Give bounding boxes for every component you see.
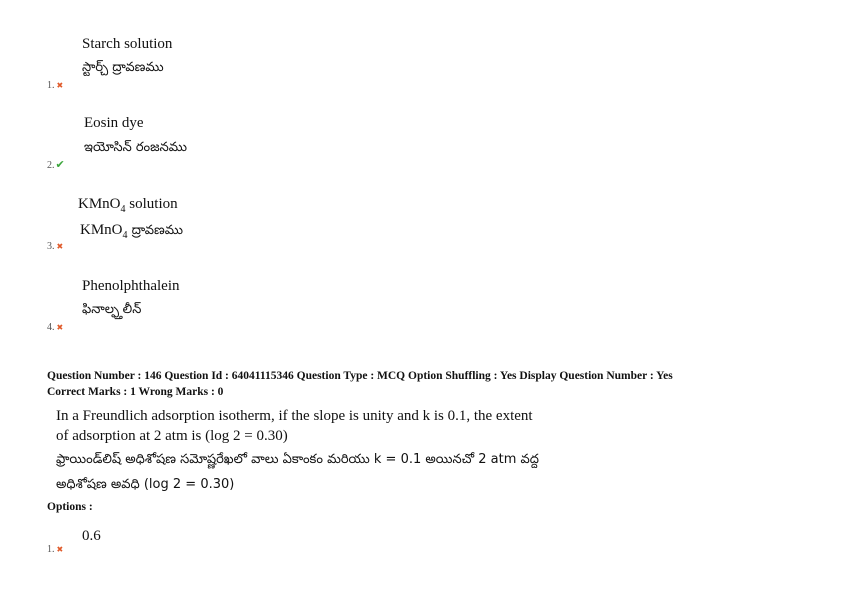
option-1-telugu: స్టార్చ్ ద్రావణము bbox=[82, 60, 164, 75]
formula: KMnO bbox=[78, 196, 121, 212]
cross-icon: ✖ bbox=[56, 81, 64, 90]
cross-icon: ✖ bbox=[56, 545, 64, 554]
option-number: 1. bbox=[47, 80, 55, 91]
option-3-english bbox=[78, 196, 178, 215]
option-1-english: Starch solution bbox=[82, 36, 173, 52]
answer-option-1-marker bbox=[47, 539, 63, 557]
question-meta: Question Number : 146 Question Id : 64041115346 Question Type : MCQ Option Shuffling : Yes Display Question Number : Yes bbox=[47, 370, 673, 382]
option-1-marker bbox=[47, 75, 63, 93]
option-2-telugu: ఇయోసిన్ రంజనము bbox=[84, 140, 188, 155]
question-telugu-line-1: ఫ్రాయిండ్‌లిష్ అధిశోషణ సమోష్ణరేఖలో వాలు ఏకాంకం మరియు k = 0.1 అయినచో 2 atm వద్ద bbox=[56, 452, 539, 467]
formula-rest: ద్రావణము bbox=[127, 223, 183, 238]
question-english-line-2: of adsorption at 2 atm is (log 2 = 0.30) bbox=[56, 428, 288, 444]
marks-meta: Correct Marks : 1 Wrong Marks : 0 bbox=[47, 386, 224, 398]
option-2-english: Eosin dye bbox=[84, 115, 144, 131]
option-4-marker bbox=[47, 317, 63, 335]
option-number: 2. bbox=[47, 160, 55, 171]
formula-subscript: 4 bbox=[122, 230, 128, 241]
formula: KMnO bbox=[80, 222, 123, 238]
question-telugu-line-2: అధిశోషణ అవధి (log 2 = 0.30) bbox=[56, 477, 235, 492]
option-number: 3. bbox=[47, 241, 55, 252]
question-english-line-1: In a Freundlich adsorption isotherm, if the slope is unity and k is 0.1, the extent bbox=[56, 408, 533, 424]
check-icon: ✔ bbox=[55, 158, 65, 171]
cross-icon: ✖ bbox=[56, 242, 64, 251]
option-2-marker bbox=[47, 155, 65, 173]
cross-icon: ✖ bbox=[56, 323, 64, 332]
options-label: Options : bbox=[47, 501, 93, 513]
option-number: 1. bbox=[47, 544, 55, 555]
option-3-marker bbox=[47, 236, 63, 254]
formula-rest: solution bbox=[125, 196, 178, 212]
option-3-telugu bbox=[80, 222, 183, 241]
formula-subscript: 4 bbox=[120, 204, 126, 215]
option-4-telugu: ఫినాల్ఫ్తలీన్ bbox=[82, 302, 142, 317]
option-number: 4. bbox=[47, 322, 55, 333]
option-4-english: Phenolphthalein bbox=[82, 278, 180, 294]
answer-option-1-value: 0.6 bbox=[82, 528, 101, 544]
